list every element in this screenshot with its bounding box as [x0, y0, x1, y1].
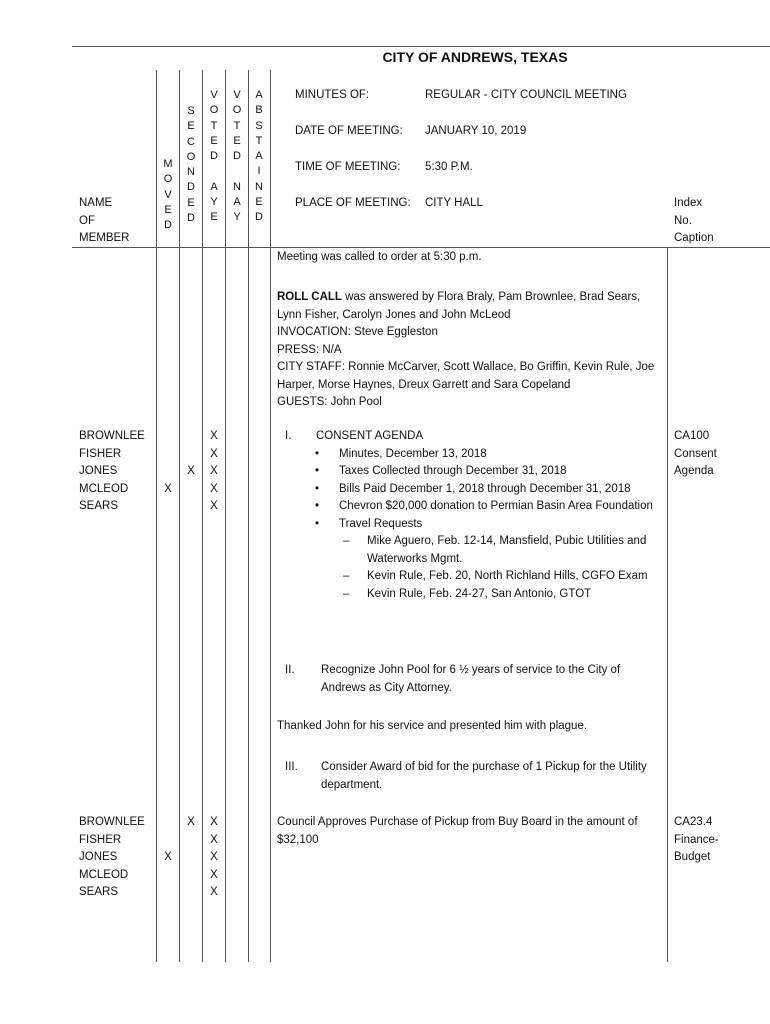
- voted-nay-column-header: V O T E D N A Y: [232, 89, 242, 224]
- consent-agenda-item: [277, 428, 662, 603]
- vote2-member-names: BROWNLEE FISHER JONES MCLEOD SEARS: [79, 816, 145, 898]
- name-column-header: NAME OF MEMBER: [79, 197, 130, 244]
- item1-heading: [277, 428, 662, 446]
- press: PRESS: N/A: [277, 343, 342, 356]
- consent-bullet: • Chevron $20,000 donation to Permian Basin Area Foundation: [277, 498, 662, 516]
- travel-requests-list: [277, 533, 662, 603]
- col-divider-6: [270, 70, 271, 962]
- thanked-note: Thanked John for his service and presented him with plague.: [277, 720, 588, 732]
- item3: [277, 759, 662, 794]
- item2-text-block: [277, 662, 662, 697]
- travel-request: – Kevin Rule, Feb. 24-27, San Antonio, GTOT: [277, 586, 662, 604]
- call-to-order: Meeting was called to order at 5:30 p.m.: [277, 251, 482, 263]
- top-rule: [72, 46, 770, 47]
- vote1-moved-marks: X: [164, 482, 172, 495]
- vote1-member-names: BROWNLEE FISHER JONES MCLEOD SEARS: [79, 430, 145, 512]
- item1-title: CONSENT AGENDA: [316, 430, 424, 442]
- item2: [277, 662, 662, 697]
- minutes-of-label: MINUTES OF:: [295, 89, 370, 101]
- item3-text-block: [277, 759, 662, 794]
- col-divider-3: [202, 70, 203, 962]
- consent-bullet: • Bills Paid December 1, 2018 through December 31, 2018: [277, 481, 662, 499]
- item2-text: Recognize John Pool for 6 ½ years of service to the City of Andrews as City Attorney.: [321, 664, 621, 694]
- consent-bullet: • Taxes Collected through December 31, 2018: [277, 463, 662, 481]
- seconded-column-header: S E C O N D E D: [186, 105, 196, 225]
- time-label: TIME OF MEETING:: [295, 161, 401, 173]
- invocation: INVOCATION: Steve Eggleston: [277, 326, 438, 338]
- travel-request: – Kevin Rule, Feb. 20, North Richland Hills, CGFO Exam: [277, 568, 662, 586]
- consent-bullet: • Travel Requests: [277, 516, 662, 534]
- minutes-of-value: REGULAR - CITY COUNCIL MEETING: [425, 89, 627, 101]
- vote2-moved-marks: X: [164, 851, 172, 863]
- date-label: DATE OF MEETING:: [295, 125, 403, 137]
- col-divider-2: [179, 70, 180, 962]
- place-label: PLACE OF MEETING:: [295, 197, 411, 209]
- consent-bullet: • Minutes, December 13, 2018: [277, 446, 662, 464]
- abstained-column-header: A B S T A I N E D: [255, 89, 263, 224]
- col-divider-index: [667, 247, 668, 962]
- date-value: JANUARY 10, 2019: [425, 125, 527, 137]
- vote2-aye-marks: X X X X X: [210, 816, 218, 898]
- roll-call: [277, 289, 662, 324]
- item1-numeral: I.: [285, 430, 292, 442]
- pickup-approval: Council Approves Purchase of Pickup from Buy Board in the amount of $32,100: [277, 816, 638, 846]
- col-divider-1: [156, 70, 157, 962]
- item1-index-caption: CA100 Consent Agenda: [674, 430, 717, 477]
- item3-text: Consider Award of bid for the purchase of 1 Pickup for the Utility department.: [321, 761, 647, 791]
- roll-call-heading: ROLL CALL: [277, 291, 342, 303]
- vote1-seconded-marks: X: [187, 465, 195, 477]
- approval-index-caption: CA23.4 Finance- Budget: [674, 816, 719, 863]
- col-divider-4: [225, 70, 226, 962]
- vote2-seconded-marks: X: [187, 816, 195, 828]
- travel-request: – Mike Aguero, Feb. 12-14, Mansfield, Pubic Utilities and Waterworks Mgmt.: [277, 533, 662, 568]
- voted-aye-column-header: V O T E D A Y E: [209, 89, 219, 224]
- moved-column-header: M O V E D: [163, 158, 173, 232]
- document-title: CITY OF ANDREWS, TEXAS: [382, 49, 568, 65]
- item3-numeral: III.: [285, 761, 298, 773]
- item2-numeral: II.: [285, 664, 295, 676]
- roll-call-block: [277, 289, 662, 412]
- time-value: 5:30 P.M.: [425, 161, 473, 173]
- city-staff: CITY STAFF: Ronnie McCarver, Scott Wallace, Bo Griffin, Kevin Rule, Joe Harper, Morse Haynes, Dreux Garrett and Sara Copeland: [277, 361, 655, 391]
- guests: GUESTS: John Pool: [277, 396, 382, 408]
- col-divider-5: [248, 70, 249, 962]
- vote1-aye-marks: X X X X X: [210, 430, 218, 512]
- index-column-header: Index No. Caption: [674, 197, 714, 244]
- consent-agenda-bullets: [277, 446, 662, 534]
- roll-call-text: was answered by Flora Braly, Pam Brownlee, Brad Sears, Lynn Fisher, Carolyn Jones and John McLeod: [277, 291, 641, 321]
- place-value: CITY HALL: [425, 197, 483, 209]
- header-rule: [72, 247, 770, 248]
